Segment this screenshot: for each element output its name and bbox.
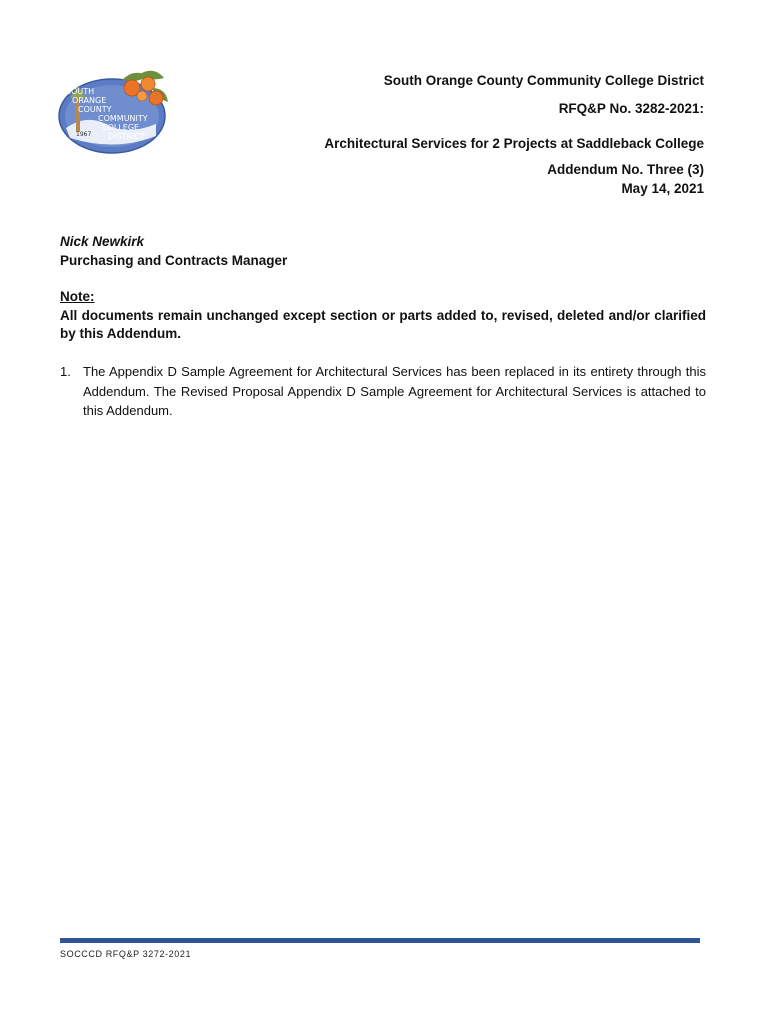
author-title: Purchasing and Contracts Manager xyxy=(60,253,288,268)
addendum-number: Addendum No. Three (3) xyxy=(547,161,704,177)
logo-word-community: COMMUNITY xyxy=(98,114,148,123)
footer-rule xyxy=(60,938,700,943)
addendum-date: May 14, 2021 xyxy=(621,181,704,196)
district-logo xyxy=(56,66,172,156)
addendum-items-list xyxy=(60,362,706,421)
document-header xyxy=(284,70,704,196)
logo-word-county: COUNTY xyxy=(78,105,112,114)
note-label: Note: xyxy=(60,289,95,304)
logo-word-college: COLLEGE xyxy=(102,123,140,132)
logo-word-district: DISTRICT xyxy=(108,132,145,141)
logo-word-south: SOUTH xyxy=(66,87,95,96)
list-item xyxy=(60,362,706,421)
rfq-number: RFQ&P No. 3282-2021: xyxy=(558,100,704,116)
author-name: Nick Newkirk xyxy=(60,234,145,249)
note-block xyxy=(60,288,706,344)
district-name: South Orange County Community College District xyxy=(383,73,704,88)
author-block xyxy=(60,232,287,270)
note-text: All documents remain unchanged except section or parts added to, revised, deleted and/or clarified by this Addendum. xyxy=(60,307,706,341)
footer-reference: SOCCCD RFQ&P 3272-2021 xyxy=(60,949,192,959)
project-title: Architectural Services for 2 Projects at Saddleback College xyxy=(324,136,704,151)
list-item-text: The Appendix D Sample Agreement for Architectural Services has been replaced in its entirety through this Addendum. The Revised Proposal Appendix D Sample Agreement for Architectural Services is attached to this Addendum. xyxy=(83,364,706,418)
district-seal-graphic xyxy=(56,66,172,156)
list-item-number: 1. xyxy=(60,364,71,379)
logo-word-orange: ORANGE xyxy=(72,96,107,105)
logo-year: 1967 xyxy=(76,131,92,138)
